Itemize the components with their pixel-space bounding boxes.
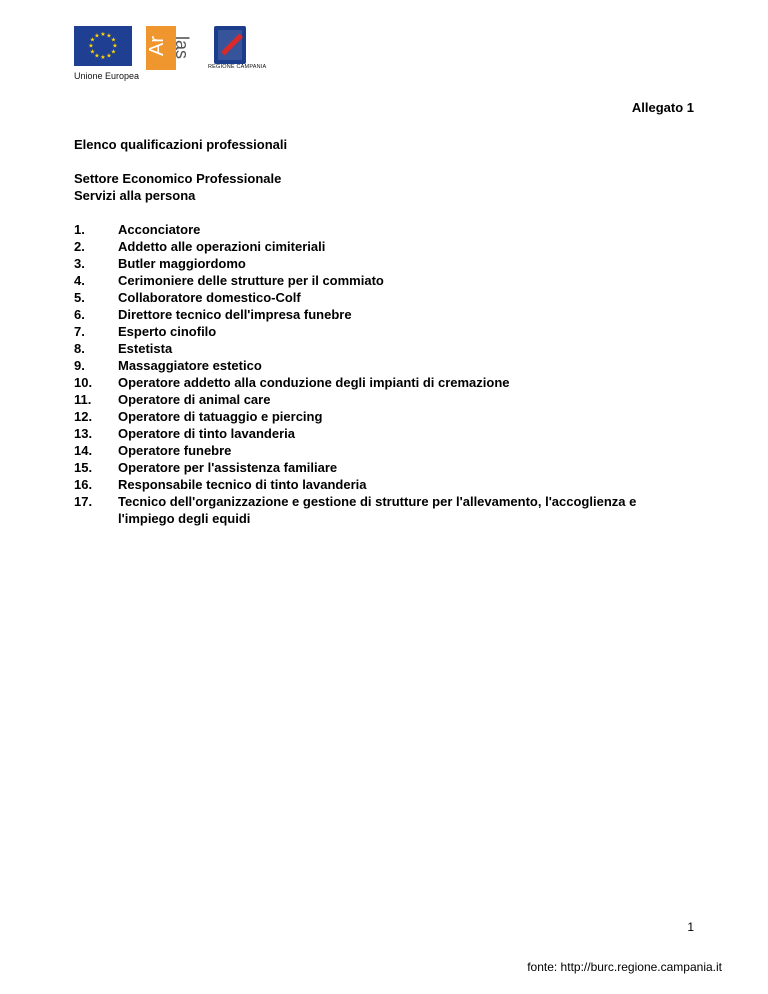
list-item-text: Operatore di tatuaggio e piercing bbox=[118, 409, 323, 424]
page-number: 1 bbox=[687, 920, 694, 934]
sector-name: Servizi alla persona bbox=[74, 188, 196, 203]
campania-shield-icon bbox=[214, 26, 246, 64]
list-item bbox=[74, 459, 694, 476]
svg-text:★: ★ bbox=[106, 52, 112, 60]
list-item-text: Responsabile tecnico di tinto lavanderia bbox=[118, 477, 367, 492]
list-item-number: 8. bbox=[74, 341, 85, 356]
document-title: Elenco qualificazioni professionali bbox=[74, 137, 288, 152]
list-item bbox=[74, 323, 694, 340]
list-item-text: Cerimoniere delle strutture per il commiato bbox=[118, 273, 384, 288]
list-item bbox=[74, 374, 694, 391]
list-item-text: Operatore addetto alla conduzione degli impianti di cremazione bbox=[118, 375, 510, 390]
list-item-text: Collaboratore domestico-Colf bbox=[118, 290, 301, 305]
list-item bbox=[74, 306, 694, 323]
list-item-number: 2. bbox=[74, 239, 85, 254]
arlas-text-b: las bbox=[172, 36, 192, 60]
list-item-number: 10. bbox=[74, 375, 93, 390]
list-item bbox=[74, 238, 694, 255]
regione-campania-logo bbox=[208, 26, 267, 72]
arlas-text-a: Ar bbox=[146, 36, 168, 56]
sector-heading: Settore Economico Professionale bbox=[74, 171, 282, 186]
svg-text:★: ★ bbox=[89, 36, 96, 44]
list-item bbox=[74, 425, 694, 442]
list-item-number: 17. bbox=[74, 494, 93, 509]
list-item-number: 14. bbox=[74, 443, 93, 458]
list-item-text: Tecnico dell'organizzazione e gestione di strutture per l'allevamento, l'accoglienza e l'impiego degli equidi bbox=[118, 494, 637, 526]
svg-text:★: ★ bbox=[94, 52, 100, 60]
svg-text:★: ★ bbox=[89, 48, 96, 56]
svg-text:★: ★ bbox=[110, 36, 117, 44]
list-item-number: 11. bbox=[74, 392, 92, 407]
list-item-number: 15. bbox=[74, 460, 93, 475]
list-item-number: 4. bbox=[74, 273, 85, 288]
list-item-number: 9. bbox=[74, 358, 85, 373]
list-item bbox=[74, 221, 694, 238]
list-item bbox=[74, 255, 694, 272]
list-item-text: Addetto alle operazioni cimiteriali bbox=[118, 239, 326, 254]
list-item bbox=[74, 272, 694, 289]
list-item-number: 7. bbox=[74, 324, 85, 339]
list-item-number: 5. bbox=[74, 290, 85, 305]
allegato-label: Allegato 1 bbox=[631, 100, 694, 115]
list-item-number: 12. bbox=[74, 409, 93, 424]
svg-text:★: ★ bbox=[88, 42, 94, 50]
list-item-text: Esperto cinofilo bbox=[118, 324, 217, 339]
list-item bbox=[74, 493, 694, 527]
list-item bbox=[74, 357, 694, 374]
svg-text:★: ★ bbox=[106, 32, 112, 40]
list-item bbox=[74, 340, 694, 357]
list-item-number: 3. bbox=[74, 256, 85, 271]
list-item bbox=[74, 391, 694, 408]
list-item-text: Estetista bbox=[118, 341, 173, 356]
list-item-number: 1. bbox=[74, 222, 85, 237]
document-body bbox=[74, 136, 694, 527]
list-item-text: Operatore di animal care bbox=[118, 392, 271, 407]
list-item-text: Acconciatore bbox=[118, 222, 201, 237]
list-item bbox=[74, 289, 694, 306]
list-item-text: Direttore tecnico dell'impresa funebre bbox=[118, 307, 352, 322]
eu-label: Unione Europea bbox=[74, 71, 140, 81]
list-item bbox=[74, 476, 694, 493]
list-item bbox=[74, 408, 694, 425]
arlas-logo bbox=[146, 26, 190, 70]
list-item-text: Operatore di tinto lavanderia bbox=[118, 426, 295, 441]
list-item bbox=[74, 442, 694, 459]
eu-stars-icon bbox=[74, 26, 132, 66]
svg-text:★: ★ bbox=[110, 48, 117, 56]
svg-text:★: ★ bbox=[100, 54, 106, 61]
list-item-text: Operatore per l'assistenza familiare bbox=[118, 460, 338, 475]
list-item-number: 13. bbox=[74, 426, 93, 441]
list-item-number: 6. bbox=[74, 307, 85, 322]
qualifications-list bbox=[74, 221, 694, 527]
list-item-text: Massaggiatore estetico bbox=[118, 358, 262, 373]
eu-flag-logo bbox=[74, 26, 132, 66]
list-item-number: 16. bbox=[74, 477, 93, 492]
campania-label: REGIONE CAMPANIA bbox=[208, 64, 267, 70]
list-item-text: Operatore funebre bbox=[118, 443, 232, 458]
svg-text:★: ★ bbox=[94, 32, 100, 40]
svg-text:★: ★ bbox=[112, 42, 118, 50]
svg-text:★: ★ bbox=[100, 31, 106, 38]
source-footer: fonte: http://burc.regione.campania.it bbox=[527, 960, 722, 974]
list-item-text: Butler maggiordomo bbox=[118, 256, 246, 271]
